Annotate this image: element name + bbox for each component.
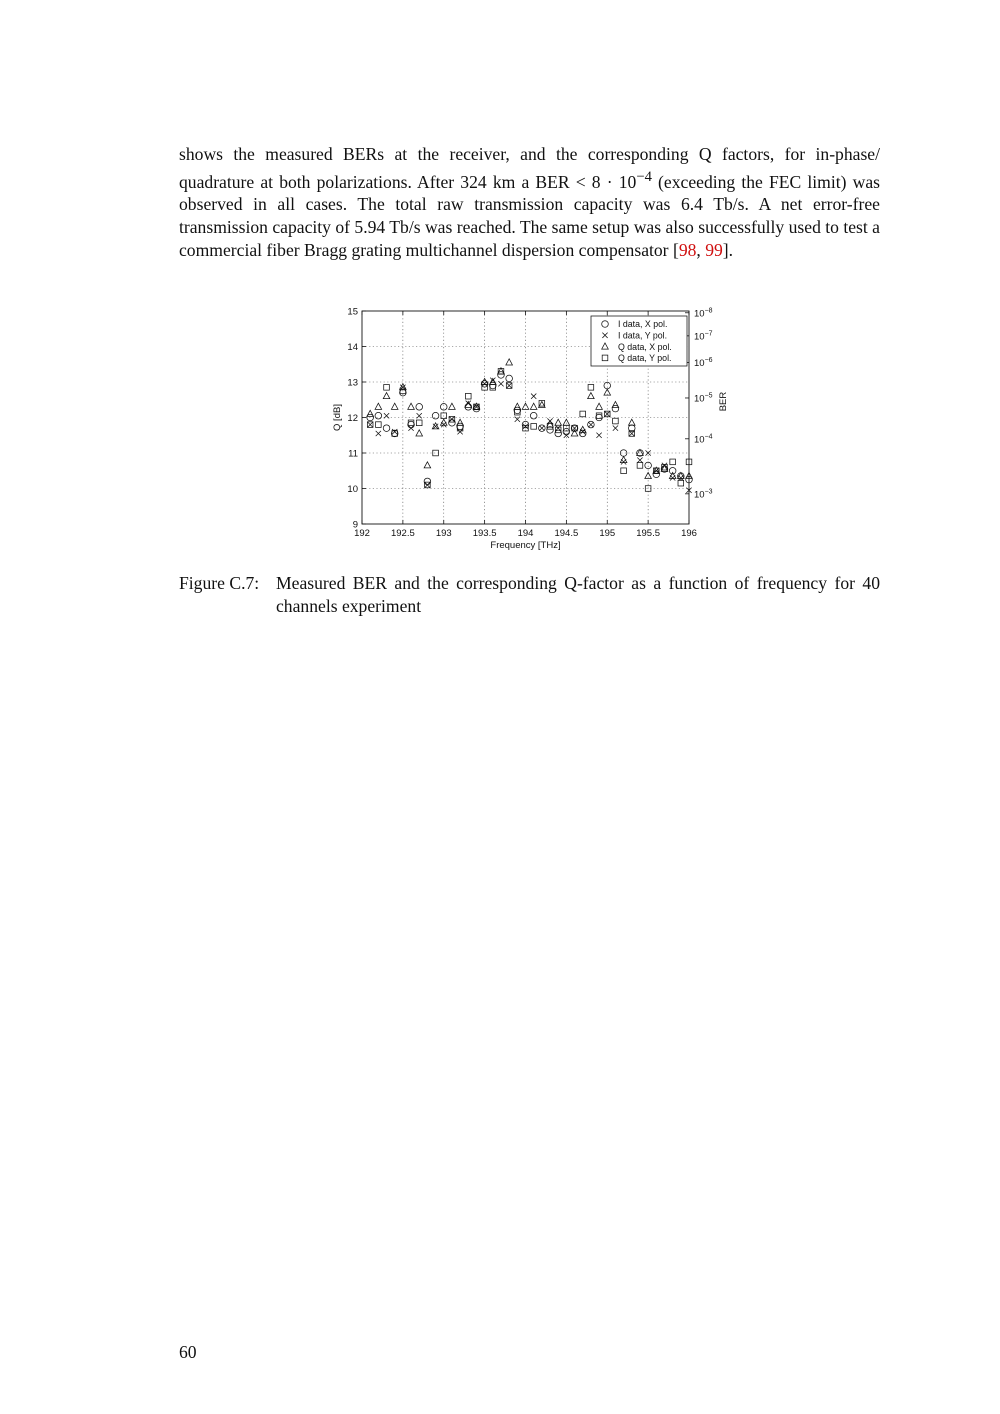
y2-tick-label: $10^{-3}$ — [694, 488, 713, 501]
y-tick-label: 12 — [347, 413, 358, 424]
y-tick-label: 10 — [347, 484, 358, 495]
legend-label: Q data, X pol. — [618, 341, 672, 352]
citation-link-99[interactable]: 99 — [705, 240, 723, 261]
x-tick-label: 194 — [517, 528, 534, 539]
body-paragraph — [179, 143, 880, 262]
y2-tick-label: $10^{-6}$ — [694, 356, 713, 369]
caption-text: Measured BER and the corresponding Q-factor as a function of frequency for 40 channels experiment — [276, 573, 880, 616]
paragraph-text-2: (exceeding the FEC limit) was observed in all cases. The total raw transmission capacity was 6.4 Tb/s. A net error-free transmission capacity of 5.94 Tb/s was reached. The same setup was also successfully used to test a commercial fiber Bragg grating multichannel dispersion compensator [ — [179, 171, 880, 261]
y2-tick-label: $10^{-5}$ — [694, 392, 713, 405]
y-tick-label: 13 — [347, 377, 358, 389]
x-tick-label: 195.5 — [636, 528, 661, 539]
y-tick-label: 15 — [347, 306, 358, 318]
y2-tick-label: $10^{-7}$ — [694, 330, 713, 343]
x-tick-label: 193.5 — [472, 528, 497, 539]
y2-tick-label: $10^{-8}$ — [694, 307, 713, 320]
x-tick-label: 194.5 — [554, 528, 579, 539]
y-tick-label: 9 — [352, 519, 358, 531]
paragraph-exponent: −4 — [636, 168, 652, 185]
y-tick-label: 14 — [347, 342, 358, 353]
y2-axis-label: BER — [718, 391, 729, 412]
y2-tick-label: $10^{-4}$ — [694, 433, 713, 446]
y-tick-label: 11 — [348, 448, 358, 460]
x-tick-label: 192.5 — [390, 528, 415, 539]
x-tick-label: 192 — [354, 528, 370, 539]
x-axis-label: Frequency [THz] — [490, 540, 561, 551]
y-axis-label: Q [dB] — [332, 404, 343, 431]
q-ber-scatter-chart — [320, 300, 740, 560]
paragraph-end: ]. — [722, 240, 734, 261]
x-tick-label: 196 — [681, 528, 697, 539]
citation-link-98[interactable]: 98 — [678, 240, 697, 261]
citation-separator: , — [696, 240, 706, 261]
legend-label: Q data, Y pol. — [618, 353, 672, 364]
caption-label: Figure C.7: — [179, 573, 260, 593]
legend-label: I data, Y pol. — [618, 330, 668, 341]
x-tick-label: 195 — [599, 528, 616, 539]
page-number: 60 — [179, 1342, 197, 1362]
paragraph-text-1: shows the measured BERs at the receiver, and the corresponding Q factors, for in-phase/ quadrature at both polarizations. After 324 km a BER < 8 · 10 — [179, 144, 880, 192]
legend-label: I data, X pol. — [618, 319, 668, 330]
x-tick-label: 193 — [435, 528, 452, 539]
figure-chart — [320, 300, 740, 560]
figure-caption — [179, 572, 880, 618]
